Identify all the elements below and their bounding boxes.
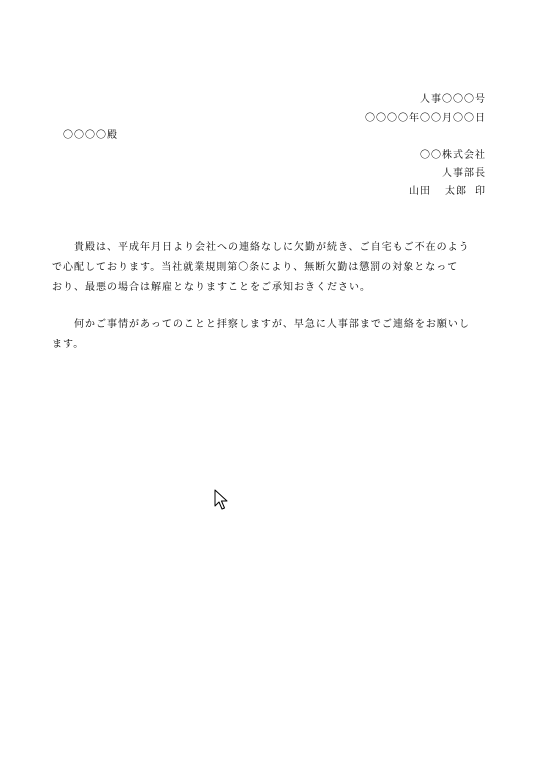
paragraph-line: ます。 [52,339,85,350]
body-paragraph-2 [52,315,487,355]
document-number: 人事〇〇〇号 [420,94,486,105]
mouse-cursor-icon [214,489,230,511]
document-date: 〇〇〇〇年〇〇月〇〇日 [365,113,486,124]
seal-mark: 印 [475,186,486,197]
paragraph-line: 何かご事情があってのことと拝察しますが、早急に人事部までご連絡をお願いし [74,319,470,330]
paragraph-line: 貴殿は、平成年月日より会社への連絡なしに欠勤が続き、ご自宅もご不在のよう [74,242,470,253]
sender-department: 人事部長 [442,168,486,179]
body-paragraph-1 [52,238,487,298]
sender-company: 〇〇株式会社 [420,150,486,161]
sender-given-name: 太郎 [445,186,467,197]
sender-surname: 山田 [409,186,431,197]
paragraph-line: おり、最悪の場合は解雇となりますことをご承知おきください。 [52,282,371,293]
recipient-name: 〇〇〇〇殿 [63,130,118,141]
sender-name-line [409,186,486,198]
paragraph-line: で心配しております。当社就業規則第〇条により、無断欠勤は懲罰の対象となって [52,262,459,273]
